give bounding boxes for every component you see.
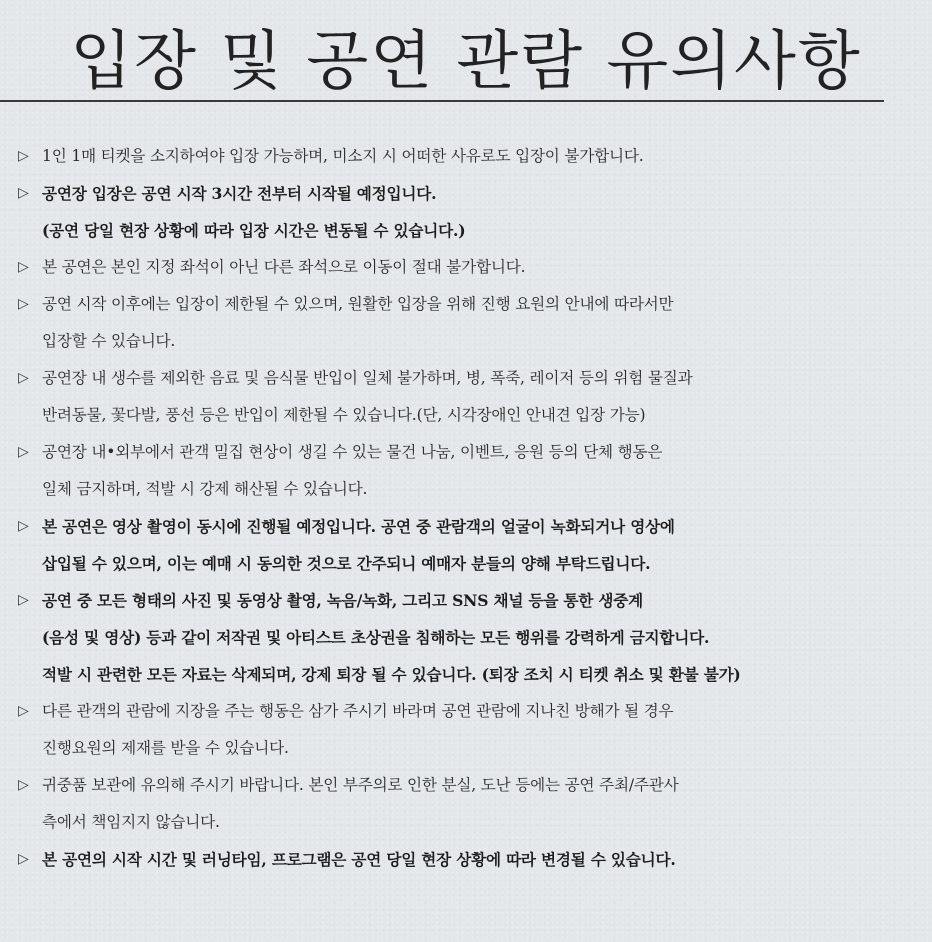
- triangle-bullet-icon: ▷: [18, 296, 29, 312]
- notice-item: [18, 434, 923, 508]
- notice-item: [18, 286, 923, 360]
- notice-line: 본 공연은 본인 지정 좌석이 아닌 다른 좌석으로 이동이 절대 불가합니다.: [42, 258, 526, 276]
- notice-line: 적발 시 관련한 모든 자료는 삭제되며, 강제 퇴장 될 수 있습니다. (퇴장 조치 시 티켓 취소 및 환불 불가): [42, 665, 741, 684]
- notice-item: [18, 175, 923, 249]
- triangle-bullet-icon: ▷: [18, 148, 29, 164]
- notice-text: [42, 582, 923, 693]
- notice-line: 측에서 책임지지 않습니다.: [42, 813, 220, 831]
- notice-text: [42, 508, 923, 582]
- notice-line: 본 공연의 시작 시간 및 러닝타임, 프로그램은 공연 당일 현장 상황에 따라 변경될 수 있습니다.: [42, 850, 676, 869]
- notice-line: 다른 관객의 관람에 지장을 주는 행동은 삼가 주시기 바라며 공연 관람에 지나친 방해가 될 경우: [42, 702, 674, 720]
- notice-line: 일체 금지하며, 적발 시 강제 해산될 수 있습니다.: [42, 480, 368, 498]
- notice-text: [42, 841, 923, 878]
- page-title: 입장 및 공연 관람 유의사항: [70, 25, 862, 99]
- notice-line: 입장할 수 있습니다.: [42, 332, 176, 350]
- notice-text: [42, 434, 923, 508]
- triangle-bullet-icon: ▷: [18, 370, 29, 386]
- triangle-bullet-icon: ▷: [18, 703, 29, 719]
- notice-line: 삽입될 수 있으며, 이는 예매 시 동의한 것으로 간주되니 예매자 분들의 양해 부탁드립니다.: [42, 554, 651, 573]
- notice-line: 본 공연은 영상 촬영이 동시에 진행될 예정입니다. 공연 중 관람객의 얼굴이 녹화되거나 영상에: [42, 517, 675, 536]
- notice-line: 1인 1매 티켓을 소지하여야 입장 가능하며, 미소지 시 어떠한 사유로도 입장이 불가합니다.: [42, 147, 644, 165]
- notice-line: 공연 중 모든 형태의 사진 및 동영상 촬영, 녹음/녹화, 그리고 SNS 채널 등을 통한 생중계: [42, 591, 643, 610]
- notice-item: [18, 249, 923, 286]
- triangle-bullet-icon: ▷: [18, 259, 29, 275]
- triangle-bullet-icon: ▷: [18, 851, 29, 867]
- notice-item: [18, 767, 923, 841]
- triangle-bullet-icon: ▷: [18, 185, 29, 201]
- triangle-bullet-icon: ▷: [18, 444, 29, 460]
- notice-line: (음성 및 영상) 등과 같이 저작권 및 아티스트 초상권을 침해하는 모든 행위를 강력하게 금지합니다.: [42, 628, 710, 647]
- triangle-bullet-icon: ▷: [18, 518, 29, 534]
- notice-item: [18, 693, 923, 767]
- notice-text: [42, 175, 923, 249]
- notice-text: [42, 360, 923, 434]
- notice-text: [42, 693, 923, 767]
- notice-line: 공연장 내 생수를 제외한 음료 및 음식물 반입이 일체 불가하며, 병, 폭죽, 레이저 등의 위험 물질과: [42, 369, 693, 387]
- notice-line: (공연 당일 현장 상황에 따라 입장 시간은 변동될 수 있습니다.): [42, 221, 466, 240]
- notice-list: [18, 138, 923, 878]
- triangle-bullet-icon: ▷: [18, 777, 29, 793]
- notice-line: 공연장 입장은 공연 시작 3시간 전부터 시작될 예정입니다.: [42, 184, 437, 203]
- notice-item: [18, 360, 923, 434]
- notice-line: 공연장 내•외부에서 관객 밀집 현상이 생길 수 있는 물건 나눔, 이벤트, 응원 등의 단체 행동은: [42, 443, 663, 461]
- notice-line: 귀중품 보관에 유의해 주시기 바랍니다. 본인 부주의로 인한 분실, 도난 등에는 공연 주최/주관사: [42, 776, 679, 794]
- notice-line: 공연 시작 이후에는 입장이 제한될 수 있으며, 원활한 입장을 위해 진행 요원의 안내에 따라서만: [42, 295, 674, 313]
- notice-line: 진행요원의 제재를 받을 수 있습니다.: [42, 739, 289, 757]
- notice-text: [42, 249, 923, 286]
- notice-text: [42, 286, 923, 360]
- notice-text: [42, 138, 923, 175]
- notice-line: 반려동물, 꽃다발, 풍선 등은 반입이 제한될 수 있습니다.(단, 시각장애인 안내견 입장 가능): [42, 406, 646, 424]
- triangle-bullet-icon: ▷: [18, 592, 29, 608]
- notice-text: [42, 767, 923, 841]
- notice-item: [18, 138, 923, 175]
- notice-item: [18, 841, 923, 878]
- title-divider: [0, 100, 884, 102]
- notice-item: [18, 508, 923, 582]
- notice-item: [18, 582, 923, 693]
